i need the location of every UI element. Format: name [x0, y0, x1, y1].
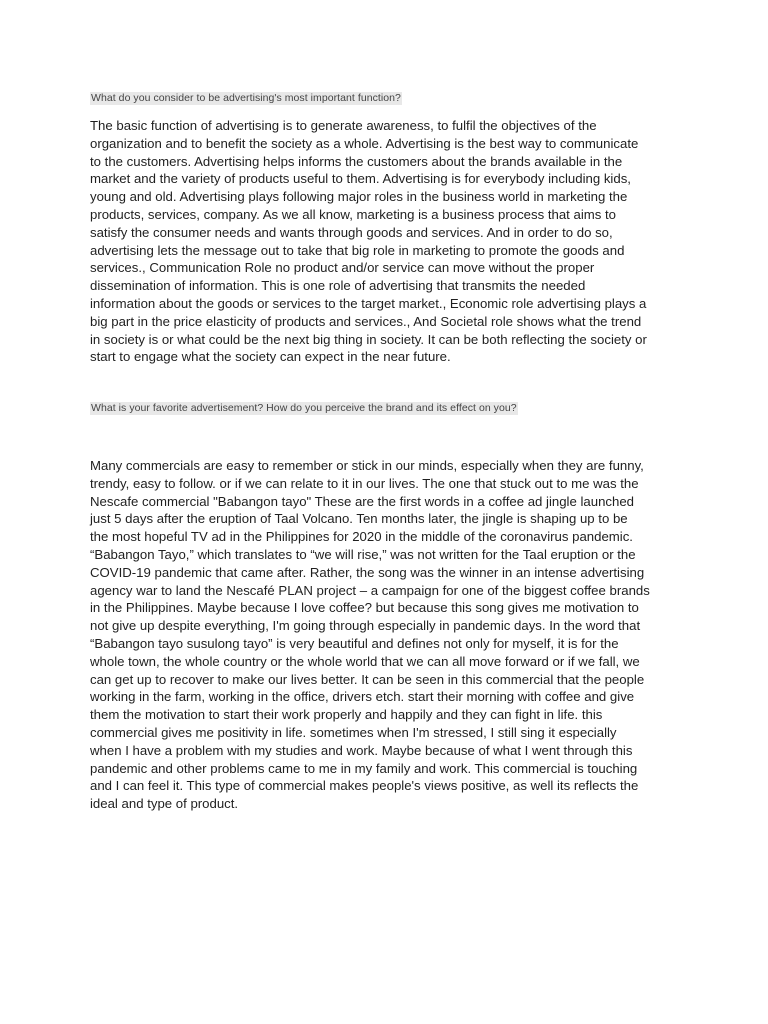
answer-2: Many commercials are easy to remember or stick in our minds, especially when they are funny, trendy, easy to follow. or if we can relate to it in our lives. The one that stuck out to me was the Nescafe commercial "Babangon tayo" These are the first words in a coffee ad jingle launched just 5 days after the eruption of Taal Volcano. Ten months later, the jingle is shaping up to be the most hopeful TV ad in the Philippines for 2020 in the middle of the coronavirus pandemic. “Babangon Tayo,” which translates to “we will rise,” was not written for the Taal eruption or the COVID-19 pandemic that came after. Rather, the song was the winner in an intense advertising agency war to land the Nescafé PLAN project – a campaign for one of the biggest coffee brands in the Philippines. Maybe because I love coffee? but because this song gives me motivation to not give up despite everything, I'm going through especially in pandemic days. In the word that “Babangon tayo susulong tayo” is very beautiful and defines not only for myself, it is for the whole town, the whole country or the whole world that we can all move forward or if we fall, we can get up to recover to make our lives better. It can be seen in this commercial that the people working in the farm, working in the office, drivers etch. start their morning with coffee and give them the motivation to start their work properly and happily and they can fight in life. this commercial gives me positivity in life. sometimes when I'm stressed, I still sing it especially when I have a problem with my studies and work. Maybe because of what I went through this pandemic and other problems came to me in my family and work. This commercial is touching and I can feel it. This type of commercial makes people's views positive, as well its reflects the ideal and type of product.	[90, 458, 650, 812]
answer-1: The basic function of advertising is to generate awareness, to fulfil the objectives of the organization and to benefit the society as a whole. Advertising is the best way to communicate to the customers. Advertising helps informs the customers about the brands available in the market and the variety of products useful to them. Advertising is for everybody including kids, young and old. Advertising plays following major roles in the business world in marketing the products, services, company. As we all know, marketing is a business process that aims to satisfy the consumer needs and wants through goods and services. And in order to do so, advertising lets the message out to take that big role in marketing to promote the goods and services., Communication Role no product and/or service can move without the proper dissemination of information. This is one role of advertising that transmits the needed information about the goods or services to the target market., Economic role advertising plays a big part in the price elasticity of products and services., And Societal role shows what the trend in society is or what could be the next big thing in society. It can be both reflecting the society or start to engage what the society can expect in the near future.	[90, 118, 647, 365]
question-1: What do you consider to be advertising's most important function?	[91, 92, 401, 104]
question-2: What is your favorite advertisement? How do you perceive the brand and its effect on you?	[91, 402, 517, 414]
